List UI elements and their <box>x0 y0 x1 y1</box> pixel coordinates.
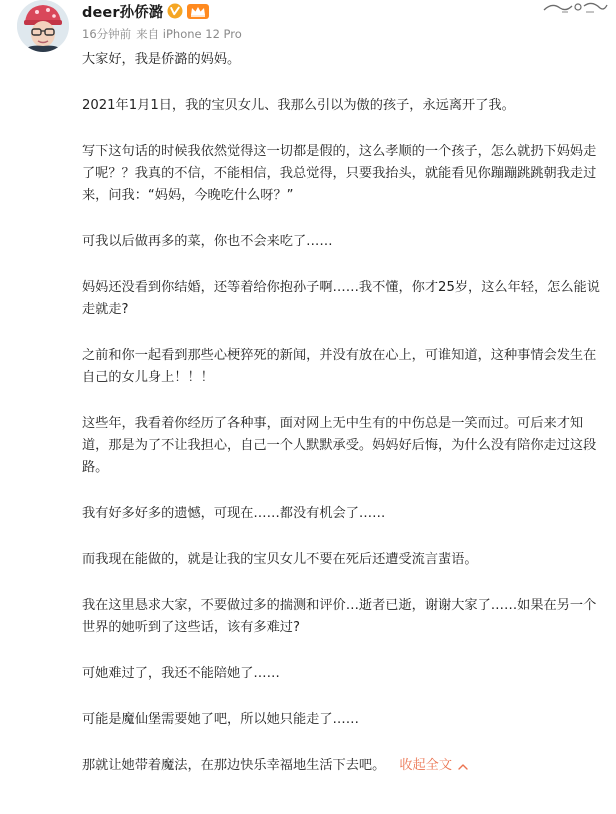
post-paragraph: 之前和你一起看到那些心梗猝死的新闻，并没有放在心上，可谁知道，这种事情会发生在自己的女儿身上！！！ <box>82 348 597 385</box>
post-paragraph: 而我现在能做的，就是让我的宝贝女儿不要在死后还遭受流言蜚语。 <box>82 552 478 567</box>
post-paragraph: 那就让她带着魔法，在那边快乐幸福地生活下去吧。 <box>82 758 386 773</box>
post-paragraph: 妈妈还没看到你结婚，还等着给你抱孙子啊……我不懂，你才25岁，这么年轻，怎么能说走就走? <box>82 280 600 317</box>
collapse-full-text-button[interactable] <box>399 755 468 777</box>
post-paragraph: 大家好，我是侨潞的妈妈。 <box>82 52 241 67</box>
decorative-ornament-icon <box>542 0 608 14</box>
post-paragraph: 可她难过了，我还不能陪她了…… <box>82 666 280 681</box>
chevron-up-icon <box>458 763 468 770</box>
verified-v-icon <box>167 3 183 19</box>
author-row <box>82 1 209 21</box>
post-paragraph: 我在这里恳求大家，不要做过多的揣测和评价…逝者已逝，谢谢大家了……如果在另一个世界的她听到了这些话，该有多难过? <box>82 598 597 635</box>
post-time: 16分钟前 <box>82 27 132 41</box>
post-paragraph: 我有好多好多的遗憾，可现在……都没有机会了…… <box>82 506 386 521</box>
post-last-line <box>82 755 606 777</box>
post-paragraph: 可能是魔仙堡需要她了吧，所以她只能走了…… <box>82 712 359 727</box>
post-paragraph: 这些年，我看着你经历了各种事，面对网上无中生有的中伤总是一笑而过。可后来才知道，那是为了不让我担心，自己一个人默默承受。妈妈好后悔，为什么没有陪你走过这段路。 <box>82 416 597 475</box>
avatar[interactable] <box>17 0 69 52</box>
avatar-image <box>17 0 69 52</box>
post-body <box>82 49 606 801</box>
post-source: 来自 iPhone 12 Pro <box>136 27 242 41</box>
collapse-label: 收起全文 <box>399 758 453 773</box>
post-meta <box>82 26 242 42</box>
username[interactable]: deer孙侨潞 <box>82 4 164 21</box>
post-paragraph: 写下这句话的时候我依然觉得这一切都是假的，这么孝顺的一个孩子，怎么就扔下妈妈走了呢？？我真的不信，不能相信，我总觉得，只要我抬头，就能看见你蹦蹦跳跳朝我走过来，问我：“妈妈，今晚吃什么呀？” <box>82 144 597 203</box>
post-paragraph: 2021年1月1日，我的宝贝女儿、我那么引以为傲的孩子，永远离开了我。 <box>82 98 515 113</box>
post-paragraph: 可我以后做再多的菜，你也不会来吃了…… <box>82 234 333 249</box>
crown-level-icon[interactable] <box>187 4 209 19</box>
